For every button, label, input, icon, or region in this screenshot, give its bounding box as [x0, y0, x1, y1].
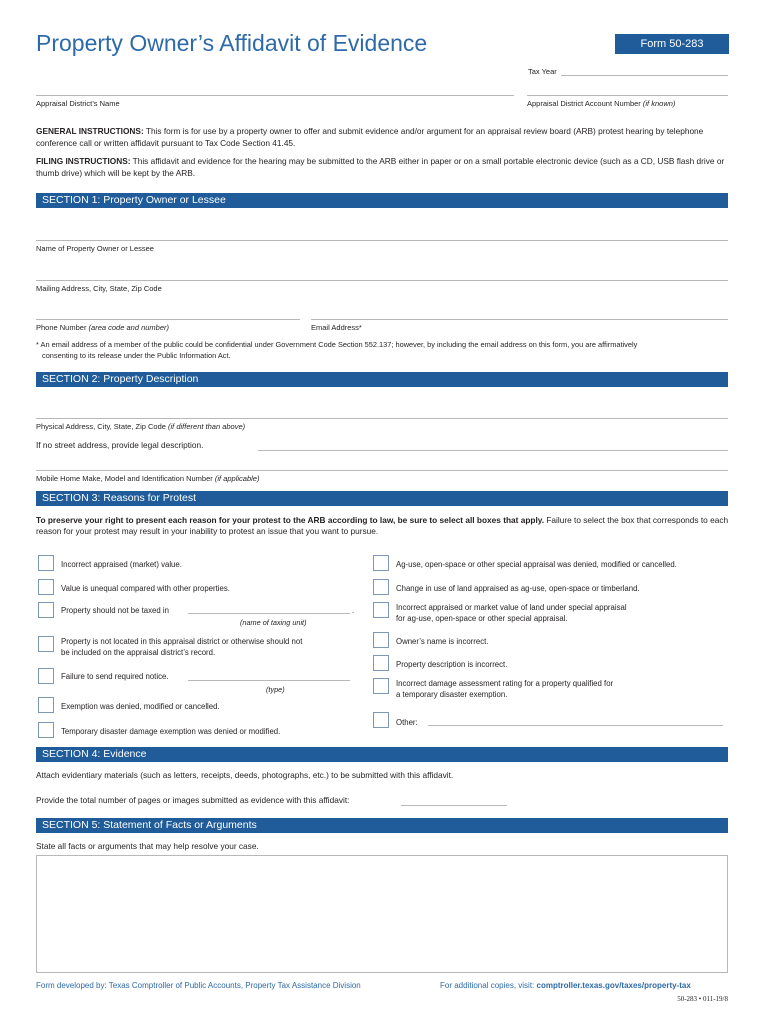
option-special-appraisal-value: Incorrect appraised or market value of land under special appraisal: [396, 603, 627, 612]
checkbox-ag-use-denied[interactable]: [373, 555, 389, 571]
physical-address-label: Physical Address, City, State, Zip Code (if different than above): [36, 422, 246, 431]
taxing-unit-label: (name of taxing unit): [240, 618, 307, 627]
checkbox-owner-name[interactable]: [373, 632, 389, 648]
option-change-in-use: Change in use of land appraised as ag-use, open-space or timberland.: [396, 584, 640, 593]
facts-prompt: State all facts or arguments that may help resolve your case.: [36, 841, 259, 851]
footer-form-code: 50-283 • 011-19/8: [677, 995, 728, 1003]
option-incorrect-value: Incorrect appraised (market) value.: [61, 560, 182, 569]
option-ag-use-denied: Ag-use, open-space or other special appraisal was denied, modified or cancelled.: [396, 560, 677, 569]
section-3-header: SECTION 3: Reasons for Protest: [36, 491, 728, 506]
legal-description-field[interactable]: [258, 441, 728, 451]
taxing-unit-field[interactable]: [188, 604, 350, 614]
page-title: Property Owner’s Affidavit of Evidence: [36, 30, 428, 56]
appraisal-district-label: Appraisal District’s Name: [36, 99, 120, 108]
tax-year-field[interactable]: [561, 64, 728, 76]
email-label: Email Address*: [311, 323, 362, 332]
physical-address-field[interactable]: [36, 404, 728, 419]
footer-copies-link[interactable]: comptroller.texas.gov/taxes/property-tax: [536, 981, 691, 990]
option-unequal-value: Value is unequal compared with other properties.: [61, 584, 230, 593]
evidence-pages-text: Provide the total number of pages or images submitted as evidence with this affidavit:: [36, 795, 350, 805]
checkbox-failure-notice[interactable]: [38, 668, 54, 684]
reasons-intro: To preserve your right to present each reason for your protest to the ARB according to law, be sure to select all boxes that apply. Failure to select the box that corresponds to each reason for your protest may result in your inability to protest an issue that you want to pursue.: [36, 515, 729, 536]
account-number-label: Appraisal District Account Number (if known): [527, 99, 676, 108]
checkbox-property-description[interactable]: [373, 655, 389, 671]
option-not-taxed-end: .: [352, 606, 355, 615]
section-4-header: SECTION 4: Evidence: [36, 747, 728, 762]
checkbox-exemption-denied[interactable]: [38, 697, 54, 713]
email-field[interactable]: [311, 306, 728, 320]
other-reason-field[interactable]: [428, 716, 723, 726]
mailing-address-label: Mailing Address, City, State, Zip Code: [36, 284, 162, 293]
appraisal-district-field[interactable]: [36, 86, 514, 96]
option-property-description: Property description is incorrect.: [396, 660, 508, 669]
filing-instructions: FILING INSTRUCTIONS: This affidavit and evidence for the hearing may be submitted to the ARB either in paper or on a small portable electronic device (such as a CD, USB flash drive or thumb drive) which will be kept by the ARB.: [36, 156, 725, 178]
checkbox-not-located[interactable]: [38, 636, 54, 652]
section-5-header: SECTION 5: Statement of Facts or Arguments: [36, 818, 728, 833]
phone-label: Phone Number (area code and number): [36, 323, 170, 332]
option-not-located: Property is not located in this appraisal district or otherwise should not: [61, 637, 303, 646]
checkbox-change-in-use[interactable]: [373, 579, 389, 595]
owner-name-field[interactable]: [36, 226, 728, 241]
option-exemption-denied: Exemption was denied, modified or cancelled.: [61, 702, 220, 711]
footer-developed-by: Form developed by: Texas Comptroller of Public Accounts, Property Tax Assistance Division: [36, 981, 361, 990]
tax-year-label: Tax Year: [528, 67, 557, 76]
footer-copies: For additional copies, visit: comptroller.texas.gov/taxes/property-tax: [440, 981, 691, 990]
checkbox-disaster-exemption[interactable]: [38, 722, 54, 738]
checkbox-unequal-value[interactable]: [38, 579, 54, 595]
form-number-badge: Form 50-283: [615, 34, 729, 54]
option-disaster-exemption: Temporary disaster damage exemption was denied or modified.: [61, 727, 281, 736]
legal-description-label: If no street address, provide legal description.: [36, 440, 204, 450]
mobile-home-field[interactable]: [36, 460, 728, 471]
owner-name-label: Name of Property Owner or Lessee: [36, 244, 154, 253]
checkbox-special-appraisal-value[interactable]: [373, 602, 389, 618]
evidence-attach-text: Attach evidentiary materials (such as letters, receipts, deeds, photographs, etc.) to be submitted with this affidavit.: [36, 770, 454, 780]
phone-field[interactable]: [36, 306, 300, 320]
option-failure-notice: Failure to send required notice.: [61, 672, 169, 681]
section-2-header: SECTION 2: Property Description: [36, 372, 728, 387]
section-1-header: SECTION 1: Property Owner or Lessee: [36, 193, 728, 208]
general-instructions: GENERAL INSTRUCTIONS: This form is for use by a property owner to offer and submit evidence and/or argument for an appraisal review board (ARB) protest hearing by telephone conference call or written affidavit pursuant to Tax Code Section 41.45.: [36, 126, 704, 148]
evidence-pages-field[interactable]: [401, 796, 507, 806]
option-damage-rating: Incorrect damage assessment rating for a property qualified for: [396, 679, 614, 688]
option-damage-rating-cont: a temporary disaster exemption.: [396, 690, 508, 699]
email-footnote-cont: consenting to its release under the Public Information Act.: [42, 351, 231, 360]
checkbox-incorrect-value[interactable]: [38, 555, 54, 571]
option-special-appraisal-value-cont: for ag-use, open-space or other special appraisal.: [396, 614, 568, 623]
checkbox-damage-rating[interactable]: [373, 678, 389, 694]
mailing-address-field[interactable]: [36, 266, 728, 281]
option-not-located-cont: be included on the appraisal district’s record.: [61, 648, 216, 657]
email-footnote: * An email address of a member of the public could be confidential under Government Code Section 552.137; however, by including the email address on this form, you are affirmatively: [36, 340, 638, 349]
option-not-taxed: Property should not be taxed in: [61, 606, 169, 615]
option-owner-name: Owner’s name is incorrect.: [396, 637, 489, 646]
notice-type-field[interactable]: [188, 671, 350, 681]
option-other: Other:: [396, 718, 418, 727]
notice-type-label: (type): [266, 685, 285, 694]
checkbox-other[interactable]: [373, 712, 389, 728]
facts-textarea[interactable]: [36, 855, 728, 973]
account-number-field[interactable]: [527, 86, 728, 96]
checkbox-not-taxed[interactable]: [38, 602, 54, 618]
mobile-home-label: Mobile Home Make, Model and Identification Number (if applicable): [36, 474, 260, 483]
